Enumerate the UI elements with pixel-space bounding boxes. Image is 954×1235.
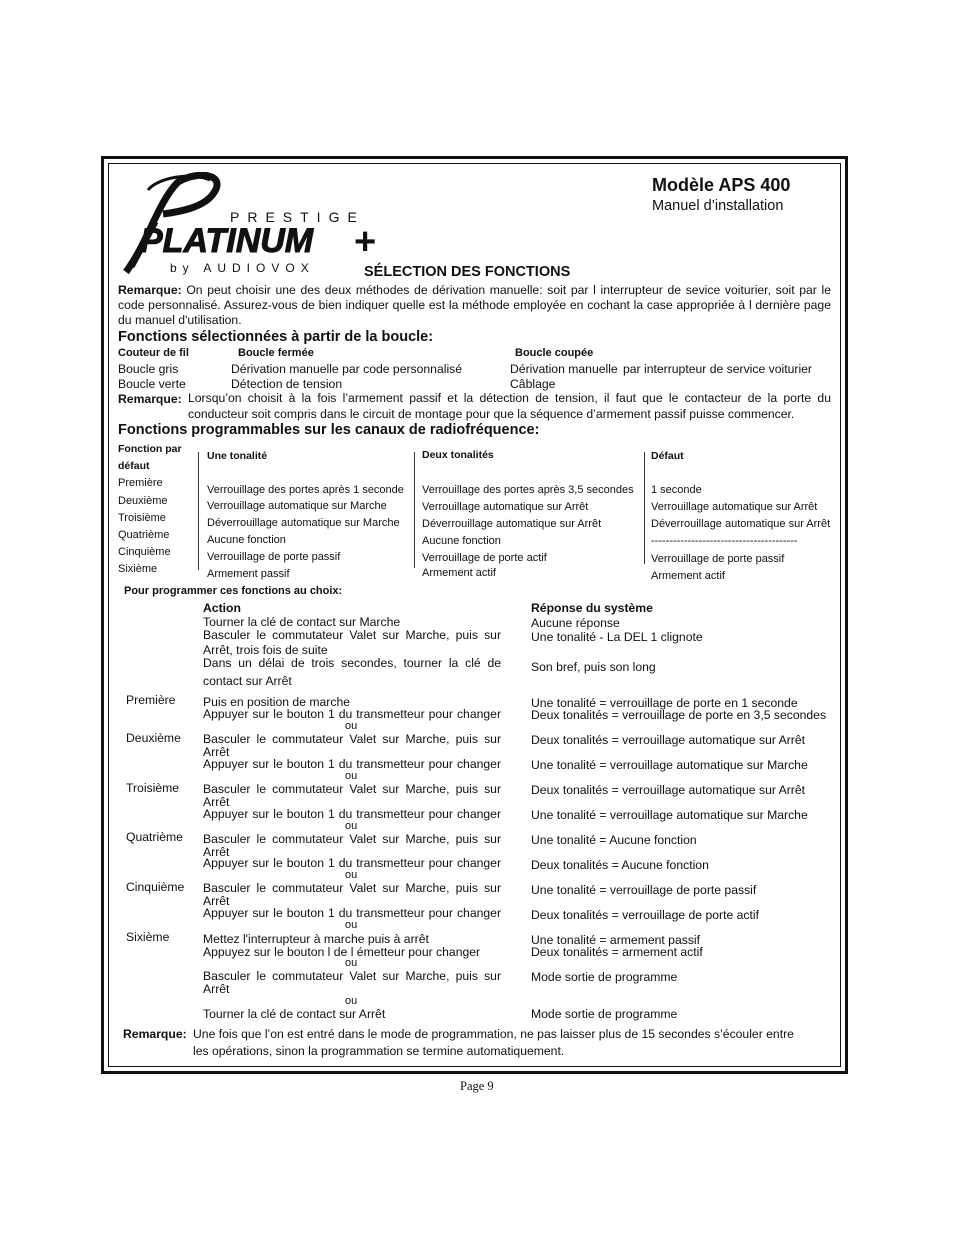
section-title: SÉLECTION DES FONCTIONS [364,264,571,280]
rf-divider-3 [644,452,645,564]
response-14: Mode sortie de programme [531,1007,678,1021]
page-number: Page 9 [460,1079,494,1093]
rf-divider-2 [414,452,415,568]
program-response-header: Réponse du système [531,601,653,615]
loop-row1-open-b: par interrupteur de service voiturier [623,362,812,376]
loop-row2-open: Câblage [510,377,556,391]
final-note-line2: les opérations, sinon la programmation se termine automatiquement. [193,1044,565,1058]
action-toggle-5b: Arrêt [203,982,230,996]
rf-header-two-tones: Deux tonalités [422,449,494,461]
action-ou-4: ou [345,869,358,881]
action-press-1: Appuyer sur le bouton 1 du transmetteur pour changer [203,707,501,721]
action-ou-3: ou [345,820,358,832]
action-final: Tourner la clé de contact sur Arrêt [203,1007,386,1021]
action-ou-7: ou [345,995,358,1007]
step3-action-b: contact sur Arrêt [203,674,292,688]
action-toggle-3b: Arrêt [203,845,230,859]
rf-header-one-tone: Une tonalité [207,450,268,462]
action-toggle-1b: Arrêt [203,745,230,759]
action-press-5: Appuyer sur le bouton 1 du transmetteur pour changer [203,906,501,920]
action-press-4: Appuyer sur le bouton 1 du transmetteur pour changer [203,856,501,870]
rf-one-tone-5: Verrouillage de porte passif [207,551,341,563]
step3-response: Son bref, puis son long [531,660,656,674]
action-press-3: Appuyer sur le bouton 1 du transmetteur pour changer [203,807,501,821]
rf-function-4: Quatrième [118,529,170,541]
rf-divider-1 [198,452,199,570]
action-ou-1: ou [345,720,358,732]
action-toggle-4b: Arrêt [203,894,230,908]
rf-function-1: Première [118,477,163,489]
logo-plus: + [354,221,377,263]
rf-two-tones-5: Verrouillage de porte actif [422,552,547,564]
response-11: Une tonalité = armement passif [531,933,701,947]
action-ou-5: ou [345,919,358,931]
logo-by-audiovox: by AUDIOVOX [170,261,315,275]
rf-one-tone-1: Verrouillage des portes après 1 seconde [207,484,404,496]
step3-action-a: Dans un délai de trois secondes, tourner la clé de [203,656,501,670]
action-ou-6: ou [345,957,358,969]
model-title: Modèle APS 400 [652,175,791,195]
response-9: Une tonalité = verrouillage de porte passif [531,883,757,897]
rf-default-6: Armement actif [651,570,725,582]
response-8: Deux tonalités = Aucune fonction [531,858,709,872]
loop-note-line1: Lorsqu’on choisit à la fois l’armement passif et la détection de tension, il faut que le contacteur de la porte du [188,391,831,405]
action-toggle-2b: Arrêt [203,795,230,809]
rf-one-tone-4: Aucune fonction [207,534,286,546]
rf-title: Fonctions programmables sur les canaux de radiofréquence: [118,422,540,438]
final-note-line1: Une fois que l’on est entré dans le mode de programmation, ne pas laisser plus de 15 secondes s’écouler entre [193,1027,794,1041]
program-action-header: Action [203,601,241,615]
step2-action-b: Arrêt, trois fois de suite [203,643,328,657]
logo-prestige: PRESTIGE [230,209,365,225]
platinum-logo [118,172,388,280]
loop-row2-wire: Boucle verte [118,377,186,391]
program-label-2: Deuxième [126,731,181,745]
rf-header-function-b: défaut [118,460,150,472]
program-label-1: Première [126,693,176,707]
rf-two-tones-3: Déverrouillage automatique sur Arrêt [422,518,602,530]
intro-label: Remarque: [118,283,182,297]
action-toggle-2: Basculer le commutateur Valet sur Marche, puis sur [203,782,501,796]
action-toggle-3: Basculer le commutateur Valet sur Marche, puis sur [203,832,501,846]
rf-function-5: Cinquième [118,546,171,558]
step1-response: Aucune réponse [531,616,620,630]
action-toggle-1: Basculer le commutateur Valet sur Marche, puis sur [203,732,501,746]
response-4: Une tonalité = verrouillage automatique sur Marche [531,758,808,772]
loop-row1-wire: Boucle gris [118,362,179,376]
final-note-label: Remarque: [123,1027,187,1041]
loop-header-wire: Couteur de fil [118,347,189,359]
loop-row1-closed: Dérivation manuelle par code personnalisé [231,362,463,376]
rf-default-1: 1 seconde [651,484,702,496]
action-toggle-4: Basculer le commutateur Valet sur Marche, puis sur [203,881,501,895]
response-12: Deux tonalités = armement actif [531,945,703,959]
response-10: Deux tonalités = verrouillage de porte actif [531,908,759,922]
rf-function-2: Deuxième [118,495,168,507]
action-sixth-b: Appuyez sur le bouton l de l émetteur pour changer [203,945,481,959]
loop-header-open: Boucle coupée [515,347,594,359]
program-label-3: Troisième [126,781,180,795]
logo-platinum: PLATINUM [140,222,314,260]
program-label-6: Sixième [126,930,170,944]
response-3: Deux tonalités = verrouillage automatique sur Arrêt [531,733,806,747]
rf-two-tones-6: Armement actif [422,567,496,579]
intro-note [118,283,831,328]
program-title: Pour programmer ces fonctions au choix: [124,585,343,597]
step1-action: Tourner la clé de contact sur Marche [203,615,401,629]
program-label-5: Cinquième [126,880,185,894]
step2-response: Une tonalité - La DEL 1 clignote [531,630,703,644]
action-ou-2: ou [345,770,358,782]
action-sixth-a: Mettez l'interrupteur à marche puis à arrêt [203,932,429,946]
step2-action-a: Basculer le commutateur Valet sur Marche, puis sur [203,628,501,642]
response-6: Une tonalité = verrouillage automatique sur Marche [531,808,808,822]
loop-note-line2: conducteur soit compris dans le circuit de montage pour que la séquence d’armement passif puisse commencer. [188,407,795,421]
rf-header-function-a: Fonction par [118,443,182,455]
loop-header-closed: Boucle fermée [238,347,314,359]
rf-default-2: Verrouillage automatique sur Arrêt [651,501,818,513]
response-1: Une tonalité = verrouillage de porte en 1 seconde [531,696,798,710]
rf-one-tone-2: Verrouillage automatique sur Marche [207,500,387,512]
rf-two-tones-2: Verrouillage automatique sur Arrêt [422,501,589,513]
action-marche: Puis en position de marche [203,695,351,709]
loop-title: Fonctions sélectionnées à partir de la boucle: [118,329,434,345]
rf-default-5: Verrouillage de porte passif [651,553,785,565]
manual-subtitle: Manuel d’installation [652,198,784,214]
response-7: Une tonalité = Aucune fonction [531,833,697,847]
response-5: Deux tonalités = verrouillage automatique sur Arrêt [531,783,806,797]
rf-two-tones-1: Verrouillage des portes après 3,5 secondes [422,484,634,496]
intro-text: On peut choisir une des deux méthodes de dérivation manuelle: soit par l interrupteur de sevice voiturier, soit par le code personnalisé. Assurez-vous de bien indiquer quelle est la méthode employée en cochant la case appropriée à l dernière page du manuel d'utilisation. [118,283,831,327]
rf-header-default: Défaut [651,450,684,462]
loop-row2-closed: Détection de tension [231,377,343,391]
response-13: Mode sortie de programme [531,970,678,984]
rf-function-3: Troisième [118,512,166,524]
response-2: Deux tonalités = verrouillage de porte en 3,5 secondes [531,708,827,722]
program-label-4: Quatrième [126,830,183,844]
loop-note-label: Remarque: [118,392,182,406]
rf-default-4: ---------------------------------------- [651,535,798,547]
rf-default-3: Déverrouillage automatique sur Arrêt [651,518,831,530]
rf-function-6: Sixième [118,563,158,575]
loop-row1-open-a: Dérivation manuelle [510,362,618,376]
rf-one-tone-3: Déverrouillage automatique sur Marche [207,517,400,529]
rf-one-tone-6: Armement passif [207,568,290,580]
action-toggle-5: Basculer le commutateur Valet sur Marche, puis sur [203,969,501,983]
rf-two-tones-4: Aucune fonction [422,535,501,547]
action-press-2: Appuyer sur le bouton 1 du transmetteur pour changer [203,757,501,771]
